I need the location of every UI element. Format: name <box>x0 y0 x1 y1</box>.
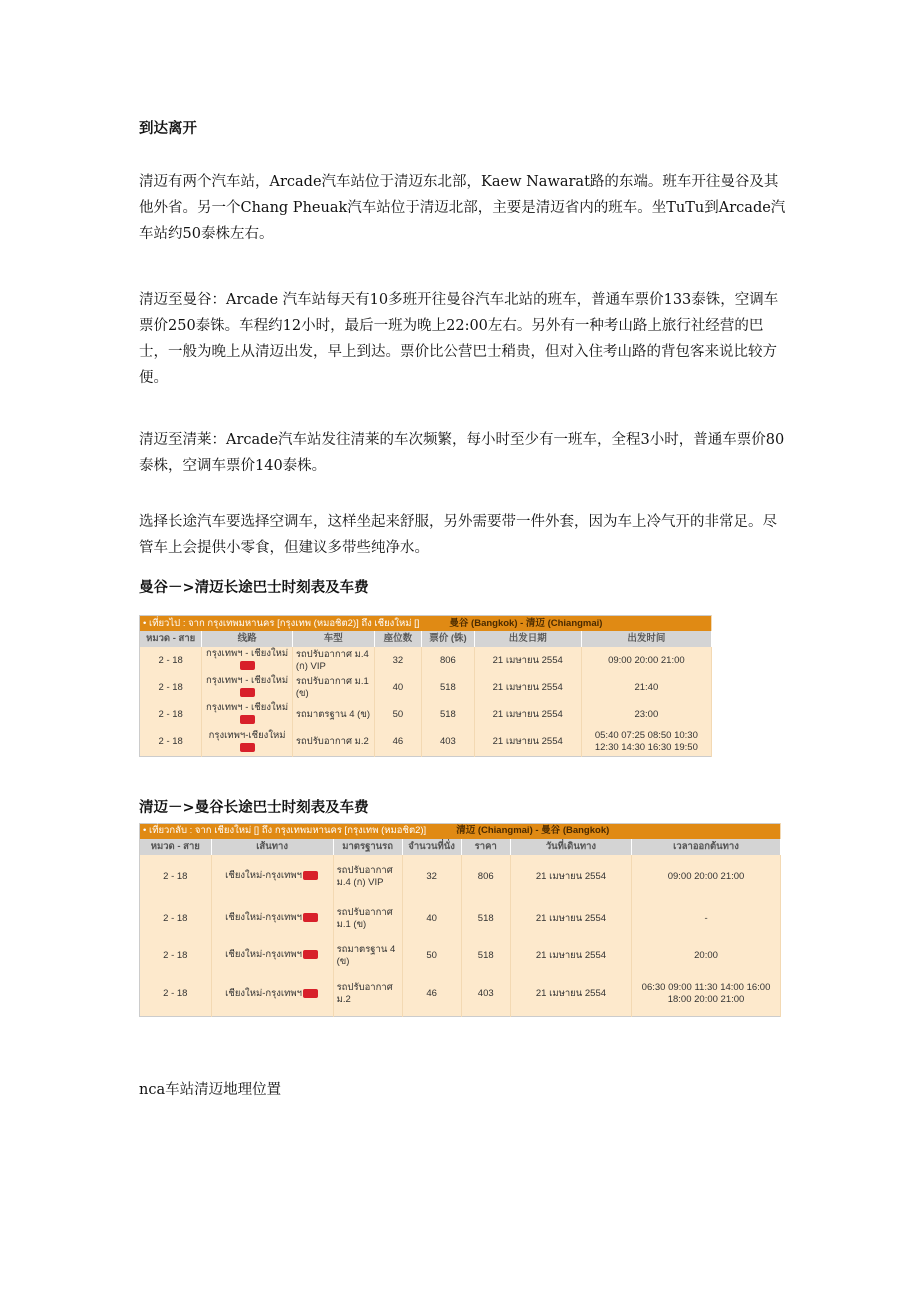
table-row <box>140 647 712 674</box>
paragraph-bus-stations: 清迈有两个汽车站，Arcade汽车站位于清迈东北部，Kaew Nawarat路的东端。班车开往曼谷及其他外省。另一个Chang Pheuak汽车站位于清迈北部，主要是清迈省内的班车。坐TuTu到Arcade汽车站约50泰株左右。 <box>139 174 786 242</box>
table-cell <box>374 728 422 756</box>
cell-text: 09:00 20:00 21:00 <box>667 870 745 882</box>
column-header: 票价 (铢) <box>422 631 475 647</box>
column-header: 出发日期 <box>474 631 581 647</box>
cell-text: 40 <box>426 912 437 924</box>
cell-text: 2 - 18 <box>158 735 183 747</box>
table-cell <box>374 647 422 674</box>
table-header-row <box>140 631 712 647</box>
cell-text: 20:00 <box>694 949 718 961</box>
table-cell <box>632 899 781 939</box>
bus-icon <box>240 688 255 697</box>
heading-cnx-to-bkk: 清迈－>曼谷长途巴士时刻表及车费 <box>139 799 369 816</box>
table-row <box>140 973 781 1017</box>
table-cell <box>510 973 631 1017</box>
table-cell <box>140 647 202 674</box>
cell-text: 21 เมษายน 2554 <box>492 735 563 747</box>
table-cell <box>211 973 333 1017</box>
table-cell <box>474 728 581 756</box>
cell-text: 46 <box>426 988 437 1000</box>
cell-text: 21 เมษายน 2554 <box>492 708 563 720</box>
table-cell <box>202 674 292 701</box>
table-cell <box>402 939 461 973</box>
column-header: หมวด - สาย <box>140 631 202 647</box>
cell-text: 46 <box>392 735 404 747</box>
cell-text: 50 <box>426 949 437 961</box>
column-header: 线路 <box>202 631 292 647</box>
cell-text: 05:40 07:25 08:50 10:30 12:30 14:30 16:30 19:50 <box>594 729 698 753</box>
column-header: มาตรฐานรถ <box>333 839 402 855</box>
table-cell <box>140 701 202 728</box>
table-cell <box>632 939 781 973</box>
cell-text: เชียงใหม่-กรุงเทพฯ <box>225 870 302 882</box>
table-cell <box>461 855 510 899</box>
cell-text: 518 <box>477 949 494 961</box>
cell-text: 21 เมษายน 2554 <box>535 870 607 882</box>
table-title: • เที่ยวไป : จาก กรุงเทพมหานคร [กรุงเทพ (หมอชิต2)] ถึง เชียงใหม่ [] <box>143 617 420 629</box>
cell-text: 32 <box>392 654 404 666</box>
cell-text: 21 เมษายน 2554 <box>535 912 607 924</box>
cell-text: 21 เมษายน 2554 <box>492 654 563 666</box>
heading-arrival-departure: 到达离开 <box>139 121 197 137</box>
table-cell <box>140 939 212 973</box>
column-header: เส้นทาง <box>211 839 333 855</box>
heading-bkk-to-cnx: 曼谷－>清迈长途巴士时刻表及车费 <box>139 580 369 596</box>
cell-text: 2 - 18 <box>163 912 188 924</box>
column-header: ราคา <box>461 839 510 855</box>
cell-text: 21:40 <box>634 681 659 693</box>
table-cell <box>140 674 202 701</box>
cell-text: 23:00 <box>634 708 659 720</box>
cell-text: - <box>704 912 708 924</box>
paragraph-to-chiangrai: 清迈至清莱：Arcade汽车站发往清莱的车次频繁，每小时至少有一班车，全程3小时，普通车票价80泰株，空调车票价140泰株。 <box>139 432 785 474</box>
table-cell <box>632 973 781 1017</box>
cell-text: 21 เมษายน 2554 <box>535 949 607 961</box>
cell-text: 806 <box>439 654 456 666</box>
cell-text: 40 <box>392 681 404 693</box>
cell-text: รถปรับอากาศ ม.4 (ก) VIP <box>336 864 393 888</box>
bus-icon <box>303 871 318 880</box>
table-cell <box>333 855 402 899</box>
table-cell <box>374 701 422 728</box>
column-header: หมวด - สาย <box>140 839 212 855</box>
table-cell <box>422 647 475 674</box>
table-route: 清迈 (Chiangmai) - 曼谷 (Bangkok) <box>456 825 610 836</box>
column-header: เวลาออกต้นทาง <box>632 839 781 855</box>
cell-text: 403 <box>477 988 494 1000</box>
table-header-row <box>140 839 781 855</box>
cell-text: 403 <box>439 735 456 747</box>
bus-icon <box>240 743 255 752</box>
table-cell <box>333 939 402 973</box>
table-cell <box>211 855 333 899</box>
footer-text: nca车站清迈地理位置 <box>139 1082 282 1098</box>
paragraph-to-bangkok: 清迈至曼谷：Arcade 汽车站每天有10多班开往曼谷汽车北站的班车，普通车票价133泰铢，空调车票价250泰铢。车程约12小时，最后一班为晚上22:00左右。另外有一种考山路上旅行社经营的巴士，一般为晚上从清迈出发，早上到达。票价比公营巴士稍贵，但对入住考山路的背包客来说比较方便。 <box>139 292 779 386</box>
cell-text: 2 - 18 <box>163 949 188 961</box>
bus-icon <box>303 950 318 959</box>
table-row <box>140 939 781 973</box>
cell-text: 518 <box>477 912 494 924</box>
table-row <box>140 674 712 701</box>
cell-text: เชียงใหม่-กรุงเทพฯ <box>225 912 302 924</box>
table-cell <box>333 899 402 939</box>
table-cell <box>211 939 333 973</box>
cell-text: 50 <box>392 708 404 720</box>
timetable-bkk-to-cnx <box>139 615 712 757</box>
column-header: จำนวนที่นั่ง <box>402 839 461 855</box>
cell-text: รถมาตรฐาน 4 (ข) <box>336 943 396 967</box>
cell-text: 2 - 18 <box>158 681 183 693</box>
table-cell <box>581 701 711 728</box>
table-title-bar <box>140 823 781 839</box>
bus-icon <box>303 913 318 922</box>
table-cell <box>402 973 461 1017</box>
table-row <box>140 701 712 728</box>
cell-text: รถมาตรฐาน 4 (ข) <box>295 708 370 720</box>
table-row <box>140 899 781 939</box>
table-cell <box>140 728 202 756</box>
timetable-cnx-to-bkk <box>139 823 781 1018</box>
cell-text: กรุงเทพฯ-เชียงใหม่ <box>208 729 286 741</box>
table-cell <box>510 939 631 973</box>
column-header: 座位数 <box>374 631 422 647</box>
cell-text: รถปรับอากาศ ม.2 <box>295 735 369 747</box>
table-cell <box>474 701 581 728</box>
cell-text: 2 - 18 <box>158 654 183 666</box>
table-cell <box>474 647 581 674</box>
table-title-bar <box>140 616 712 632</box>
table-cell <box>140 899 212 939</box>
table-cell <box>422 728 475 756</box>
table-route: 曼谷 (Bangkok) - 清迈 (Chiangmai) <box>449 617 603 629</box>
table-cell <box>140 973 212 1017</box>
table-cell <box>581 647 711 674</box>
bus-icon <box>240 715 255 724</box>
cell-text: รถปรับอากาศ ม.1 (ข) <box>336 906 393 930</box>
cell-text: 21 เมษายน 2554 <box>535 988 607 1000</box>
table-cell <box>461 973 510 1017</box>
cell-text: รถปรับอากาศ ม.2 <box>336 982 393 1006</box>
table-cell <box>292 701 374 728</box>
cell-text: 06:30 09:00 11:30 14:00 16:00 18:00 20:00 21:00 <box>641 982 771 1006</box>
bus-icon <box>240 661 255 670</box>
table-cell <box>510 855 631 899</box>
table-cell <box>422 701 475 728</box>
table-cell <box>632 855 781 899</box>
cell-text: 806 <box>477 870 494 882</box>
table-cell <box>211 899 333 939</box>
table-cell <box>292 647 374 674</box>
table-cell <box>292 674 374 701</box>
cell-text: 32 <box>426 870 437 882</box>
cell-text: เชียงใหม่-กรุงเทพฯ <box>225 949 302 961</box>
table-cell <box>402 899 461 939</box>
table-cell <box>510 899 631 939</box>
cell-text: 518 <box>439 681 456 693</box>
cell-text: 518 <box>439 708 456 720</box>
table-cell <box>202 701 292 728</box>
bus-icon <box>303 989 318 998</box>
cell-text: กรุงเทพฯ - เชียงใหม่ <box>206 675 289 687</box>
cell-text: 2 - 18 <box>163 988 188 1000</box>
table-cell <box>374 674 422 701</box>
table-cell <box>292 728 374 756</box>
cell-text: เชียงใหม่-กรุงเทพฯ <box>225 988 302 1000</box>
cell-text: กรุงเทพฯ - เชียงใหม่ <box>206 702 289 714</box>
table-cell <box>402 855 461 899</box>
column-header: 出发时间 <box>581 631 711 647</box>
table-cell <box>461 899 510 939</box>
table-cell <box>461 939 510 973</box>
table-cell <box>474 674 581 701</box>
column-header: วันที่เดินทาง <box>510 839 631 855</box>
table-title: • เที่ยวกลับ : จาก เชียงใหม่ [] ถึง กรุงเทพมหานคร [กรุงเทพ (หมอชิต2)] <box>143 825 427 836</box>
table-cell <box>422 674 475 701</box>
cell-text: รถปรับอากาศ ม.1 (ข) <box>295 675 369 699</box>
table-row <box>140 728 712 756</box>
table-cell <box>581 674 711 701</box>
cell-text: 21 เมษายน 2554 <box>492 681 563 693</box>
cell-text: 2 - 18 <box>163 870 188 882</box>
table-cell <box>581 728 711 756</box>
cell-text: กรุงเทพฯ - เชียงใหม่ <box>206 648 289 660</box>
table-cell <box>202 647 292 674</box>
table-cell <box>202 728 292 756</box>
cell-text: 09:00 20:00 21:00 <box>608 654 685 666</box>
paragraph-tips: 选择长途汽车要选择空调车，这样坐起来舒服，另外需要带一件外套，因为车上冷气开的非常足。尽管车上会提供小零食，但建议多带些纯净水。 <box>139 514 777 556</box>
cell-text: รถปรับอากาศ ม.4 (ก) VIP <box>295 648 369 672</box>
cell-text: 2 - 18 <box>158 708 183 720</box>
column-header: 车型 <box>292 631 374 647</box>
table-cell <box>333 973 402 1017</box>
table-row <box>140 855 781 899</box>
table-cell <box>140 855 212 899</box>
